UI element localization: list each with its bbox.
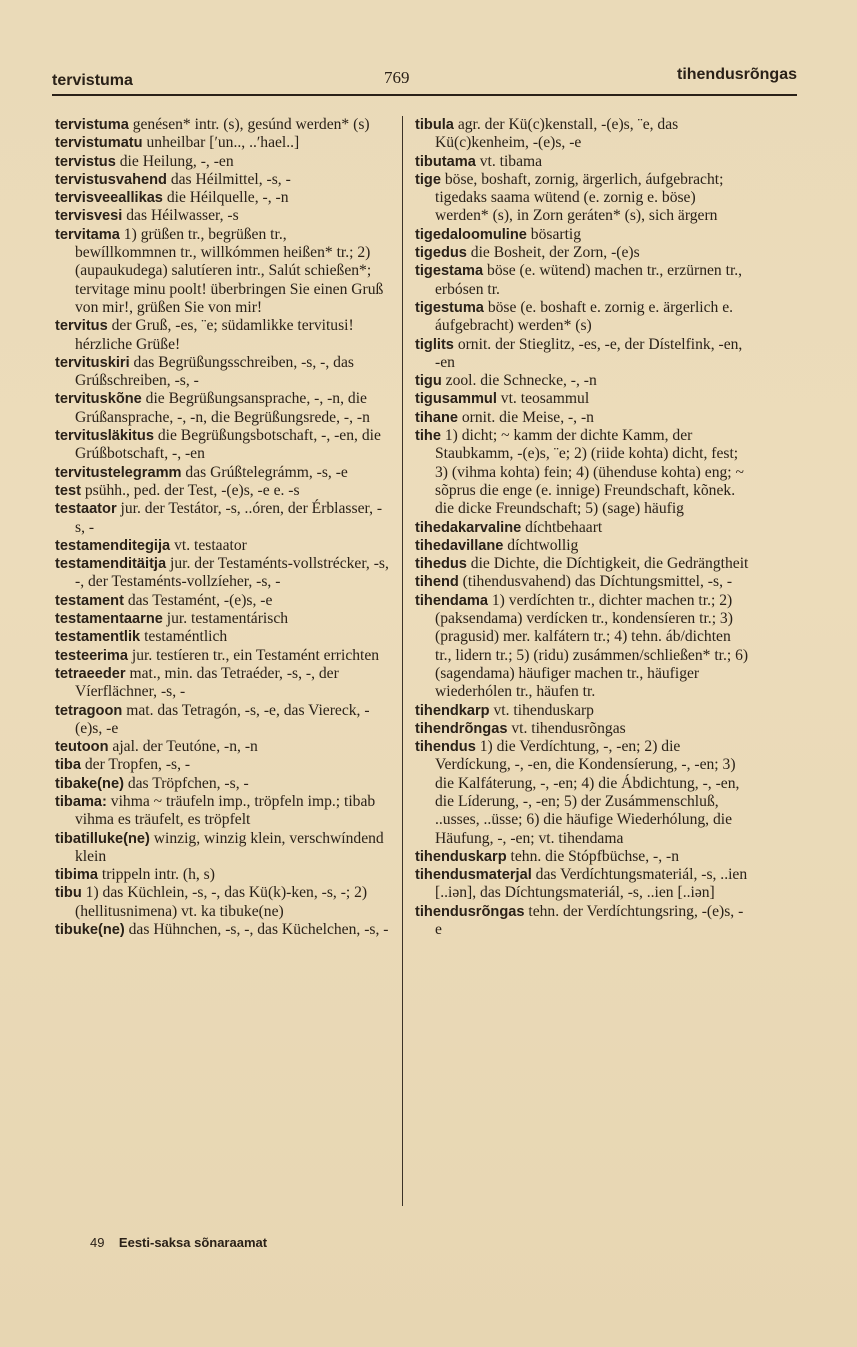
entry-headword: tibima <box>55 867 98 884</box>
dictionary-entry <box>55 665 390 702</box>
entry-headword: tervitusläkitus <box>55 428 154 445</box>
entry-definition: jur. testíeren tr., ein Testamént errichten <box>128 646 380 664</box>
dictionary-entry <box>415 903 750 940</box>
entry-headword: tigusammul <box>415 391 497 408</box>
dictionary-entry <box>55 317 390 354</box>
dictionary-entry <box>55 884 390 921</box>
dictionary-entry <box>55 226 390 317</box>
entry-headword: tibuke(ne) <box>55 922 125 939</box>
entry-definition: testaméntlich <box>140 628 228 646</box>
dictionary-entry <box>415 537 750 555</box>
entry-definition: die Héilquelle, -, -n <box>162 189 289 207</box>
dictionary-entry <box>415 153 750 171</box>
entry-headword: tihane <box>415 409 458 426</box>
entry-definition: der Gruß, -es, ¨e; südamlikke tervitusi! hérzliche Grüße! <box>75 317 354 353</box>
entry-definition: das Tröpfchen, -s, - <box>123 774 249 792</box>
entry-headword: tihenduskarp <box>415 848 507 865</box>
column-divider <box>402 116 403 1206</box>
dictionary-entry <box>415 573 750 591</box>
dictionary-entry <box>415 262 750 299</box>
dictionary-entry <box>415 116 750 153</box>
entry-definition: das Verdíchtungsmateriál, -s, ..ien [..iən], das Díchtungsmateriál, -s, ..ien [..iən] <box>435 866 748 902</box>
dictionary-entry <box>415 226 750 244</box>
entry-headword: testament <box>55 592 124 609</box>
dictionary-entry <box>415 409 750 427</box>
dictionary-entry <box>55 189 390 207</box>
dictionary-entry <box>55 738 390 756</box>
entry-headword: tihendrõngas <box>415 720 508 737</box>
entry-definition: böse (e. wütend) machen tr., erzürnen tr., erbósen tr. <box>435 262 743 298</box>
entry-definition: böse, boshaft, zornig, ärgerlich, áufgebracht; tigedaks saama wütend (e. zornig e. böse) werden* (s), in Zorn geráten* (s), sich ärgern <box>435 170 724 225</box>
entry-headword: tervistuma <box>55 117 129 133</box>
entry-definition: agr. der Kü(c)kenstall, -(e)s, ¨e, das Kü(c)kenheim, -(e)s, -e <box>435 116 679 152</box>
entry-headword: tihedus <box>415 556 467 573</box>
entry-headword: tigestuma <box>415 299 484 316</box>
entry-headword: tibake(ne) <box>55 775 124 792</box>
entry-headword: tiglits <box>415 336 454 353</box>
entry-headword: tigedaloomuline <box>415 226 527 243</box>
dictionary-entry <box>55 171 390 189</box>
dictionary-entry <box>55 775 390 793</box>
entry-headword: tihedakarvaline <box>415 519 522 536</box>
entry-headword: testamenditäitja <box>55 556 167 573</box>
entry-definition: ajal. der Teutóne, -n, -n <box>108 738 258 756</box>
dictionary-entry <box>415 702 750 720</box>
entry-definition: das Testamént, -(e)s, -e <box>123 591 273 609</box>
entry-headword: tervisveeallikas <box>55 190 163 207</box>
dictionary-entry <box>55 756 390 774</box>
dictionary-entry <box>55 153 390 171</box>
entry-headword: tetraeeder <box>55 665 126 682</box>
entry-headword: tibula <box>415 117 454 133</box>
entry-definition: 1) das Küchlein, -s, -, das Kü(k)-ken, -s, -; 2) (hellitusnimena) vt. ka tibuke(ne) <box>75 884 368 920</box>
entry-headword: tervituskõne <box>55 391 142 408</box>
dictionary-entry <box>55 427 390 464</box>
entry-headword: tigestama <box>415 263 484 280</box>
page-number: 769 <box>384 68 410 87</box>
entry-definition: zool. die Schnecke, -, -n <box>441 372 597 390</box>
entry-definition: vt. teosammul <box>496 390 590 408</box>
entry-headword: tervitustelegramm <box>55 464 182 481</box>
entry-headword: tibama: <box>55 793 107 810</box>
entry-headword: testeerima <box>55 647 129 664</box>
entry-headword: teutoon <box>55 739 109 756</box>
entry-headword: tiba <box>55 757 81 774</box>
dictionary-entry <box>415 720 750 738</box>
entry-definition: 1) grüßen tr., begrüßen tr., bewíllkommnen tr., willkómmen heißen* tr.; 2) (aupaukudega) salutíeren intr., Salút schießen*; tervitage minu poolt! überbringen Sie einen Gruß von mir!, grüßen Sie von mir! <box>75 225 384 316</box>
entry-headword: tervisvesi <box>55 208 123 225</box>
left-column <box>55 116 390 939</box>
entry-definition: vt. tihenduskarp <box>489 701 594 719</box>
dictionary-entry <box>415 336 750 373</box>
dictionary-entry <box>55 464 390 482</box>
entry-definition: böse (e. boshaft e. zornig e. ärgerlich e. áufgebracht) werden* (s) <box>435 298 734 335</box>
entry-definition: mat. das Tetragón, -s, -e, das Viereck, -(e)s, -e <box>75 701 370 737</box>
entry-definition: unheilbar [ʹun.., ..ʹhael..] <box>142 134 300 152</box>
entry-headword: tihendama <box>415 592 488 609</box>
entry-definition: díchtwollig <box>503 536 579 554</box>
entry-headword: tibu <box>55 885 82 902</box>
entry-definition: der Tropfen, -s, - <box>80 756 191 774</box>
dictionary-entry <box>415 555 750 573</box>
dictionary-entry <box>55 921 390 939</box>
dictionary-entry <box>55 702 390 739</box>
dictionary-entry <box>55 793 390 830</box>
entry-definition: mat., min. das Tetraéder, -s, -, der Víerflächner, -s, - <box>75 664 339 701</box>
entry-definition: ornit. der Stieglitz, -es, -e, der Dístelfink, -en, -en <box>435 335 743 371</box>
page-header <box>52 64 797 96</box>
dictionary-entry <box>55 866 390 884</box>
header-first-word: tervistuma <box>52 72 133 89</box>
dictionary-entry <box>415 427 750 518</box>
entry-definition: vt. tibama <box>475 152 543 170</box>
entry-headword: tigedus <box>415 245 467 262</box>
entry-headword: testaator <box>55 501 117 518</box>
entry-headword: tihendus <box>415 739 476 756</box>
dictionary-entry <box>55 390 390 427</box>
right-column <box>415 116 750 939</box>
entry-definition: bösartig <box>526 225 582 243</box>
entry-headword: tigu <box>415 373 442 390</box>
dictionary-entry <box>55 610 390 628</box>
entry-headword: tervitama <box>55 226 120 243</box>
dictionary-entry <box>55 555 390 592</box>
entry-definition: vt. testaator <box>170 536 247 554</box>
page-footer <box>90 1235 267 1250</box>
entry-headword: tervistumatu <box>55 135 143 152</box>
entry-headword: tetragoon <box>55 702 123 719</box>
entry-definition: trippeln intr. (h, s) <box>97 866 215 884</box>
entry-headword: tervituskiri <box>55 354 130 371</box>
entry-definition: vt. tihendusrõngas <box>507 719 626 737</box>
entry-headword: tihendusmaterjal <box>415 867 532 884</box>
entry-headword: testamenditegija <box>55 537 171 554</box>
entry-headword: tervistusvahend <box>55 171 167 188</box>
dictionary-entry <box>55 116 390 134</box>
entry-definition: die Begrüßungsansprache, -, -n, die Grúßansprache, -, -n, die Begrüßungsrede, -, -n <box>75 390 370 426</box>
entry-definition: 1) dicht; ~ kamm der dichte Kamm, der Staubkamm, -(e)s, ¨e; 2) (riide kohta) dicht, fest; 3) (vihma kohta) fein; 4) (ühenduse kohta) eng; ~ sõprus die enge (e. innige) Freundschaft, kõnek. die dicke Freundschaft; 5) (sage) häufig <box>435 427 744 518</box>
entry-definition: winzig, winzig klein, verschwíndend klein <box>75 829 384 865</box>
entry-headword: tihend <box>415 574 459 591</box>
dictionary-entry <box>415 299 750 336</box>
entry-definition: ornit. die Meise, -, -n <box>457 408 594 426</box>
dictionary-entry <box>415 244 750 262</box>
dictionary-entry <box>415 848 750 866</box>
entry-definition: vihma ~ träufeln imp., tröpfeln imp.; tibab vihma es träufelt, es tröpfelt <box>75 792 376 829</box>
entry-headword: tihedavillane <box>415 537 504 554</box>
entry-definition: die Begrüßungsbotschaft, -, -en, die Grúßbotschaft, -, -en <box>75 427 381 463</box>
dictionary-entry <box>415 738 750 848</box>
dictionary-entry <box>55 537 390 555</box>
entry-definition: (tihendusvahend) das Díchtungsmittel, -s, - <box>458 573 733 591</box>
entry-definition: jur. der Testátor, -s, ..óren, der Érblasser, -s, - <box>75 500 383 536</box>
dictionary-entry <box>415 519 750 537</box>
entry-definition: das Héilwasser, -s <box>122 207 239 225</box>
entry-definition: das Grúßtelegrámm, -s, -e <box>181 463 348 481</box>
entry-definition: tehn. der Verdíchtungsring, -(e)s, -e <box>435 902 744 939</box>
entry-definition: tehn. die Stópfbüchse, -, -n <box>506 847 680 865</box>
entry-definition: die Bosheit, der Zorn, -(e)s <box>466 244 640 262</box>
entry-headword: testamentlik <box>55 629 141 646</box>
dictionary-entry <box>55 500 390 537</box>
entry-definition: jur. testamentárisch <box>162 610 289 628</box>
entry-definition: genésen* intr. (s), gesúnd werden* (s) <box>128 116 370 133</box>
entry-headword: tige <box>415 171 441 188</box>
entry-headword: testamentaarne <box>55 611 163 628</box>
dictionary-entry <box>55 134 390 152</box>
dictionary-entry <box>55 207 390 225</box>
entry-headword: tervitus <box>55 318 108 335</box>
entry-definition: díchtbehaart <box>521 518 603 536</box>
dictionary-entry <box>55 592 390 610</box>
dictionary-entry <box>55 354 390 391</box>
entry-definition: die Dichte, die Díchtigkeit, die Gedrängtheit <box>466 555 749 573</box>
entry-headword: tihe <box>415 428 441 445</box>
entry-headword: tibatilluke(ne) <box>55 830 150 847</box>
entry-definition: das Begrüßungsschreiben, -s, -, das Grúßschreiben, -s, - <box>75 353 354 390</box>
entry-definition: das Hühnchen, -s, -, das Küchelchen, -s, - <box>124 921 389 939</box>
dictionary-entry <box>415 592 750 702</box>
entry-headword: test <box>55 482 81 499</box>
book-title: Eesti-saksa sõnaraamat <box>118 1235 268 1250</box>
header-last-word: tihendusrõngas <box>676 66 797 83</box>
dictionary-entry <box>415 171 750 226</box>
entry-headword: tihendusrõngas <box>415 903 525 920</box>
dictionary-entry <box>415 372 750 390</box>
dictionary-entry <box>55 647 390 665</box>
dictionary-entry <box>415 390 750 408</box>
entry-definition: 1) die Verdíchtung, -, -en; 2) die Verdíckung, -, -en, die Kondensíerung, -, -en; 3) die Kalfáterung, -, -en; 4) die Ábdichtung, -, -en, die Líderung, -, -en; 5) der Zusámmenschluß, ..usses, ..üsse; 6) die häufige Wiederhólung, die Häufung, -, -en; vt. tihendama <box>435 738 740 847</box>
entry-headword: tervistus <box>55 153 116 170</box>
entry-headword: tihendkarp <box>415 702 490 719</box>
entry-definition: das Héilmittel, -s, - <box>166 170 291 188</box>
dictionary-entry <box>55 830 390 867</box>
dictionary-entry <box>55 628 390 646</box>
entry-headword: tibutama <box>415 153 476 170</box>
dictionary-entry <box>55 482 390 500</box>
entry-definition: jur. der Testaménts-vollstrécker, -s, -, der Testaménts-vollzíeher, -s, - <box>75 555 389 591</box>
entry-definition: 1) verdíchten tr., dichter machen tr.; 2) (paksendama) verdícken tr., kondensíeren tr.; 3) (pragusid) mer. kalfátern tr.; 4) tehn. áb/dichten tr., lidern tr.; 5) (ridu) zusámmen/schließen* tr.; 6) (sagendama) häufiger machen tr., häufiger wiederhólen tr., häufen tr. <box>435 591 749 701</box>
entry-definition: psühh., ped. der Test, -(e)s, -e e. -s <box>80 481 300 499</box>
sheet-number: 49 <box>90 1235 105 1250</box>
entry-definition: die Heilung, -, -en <box>115 152 234 170</box>
dictionary-entry <box>415 866 750 903</box>
